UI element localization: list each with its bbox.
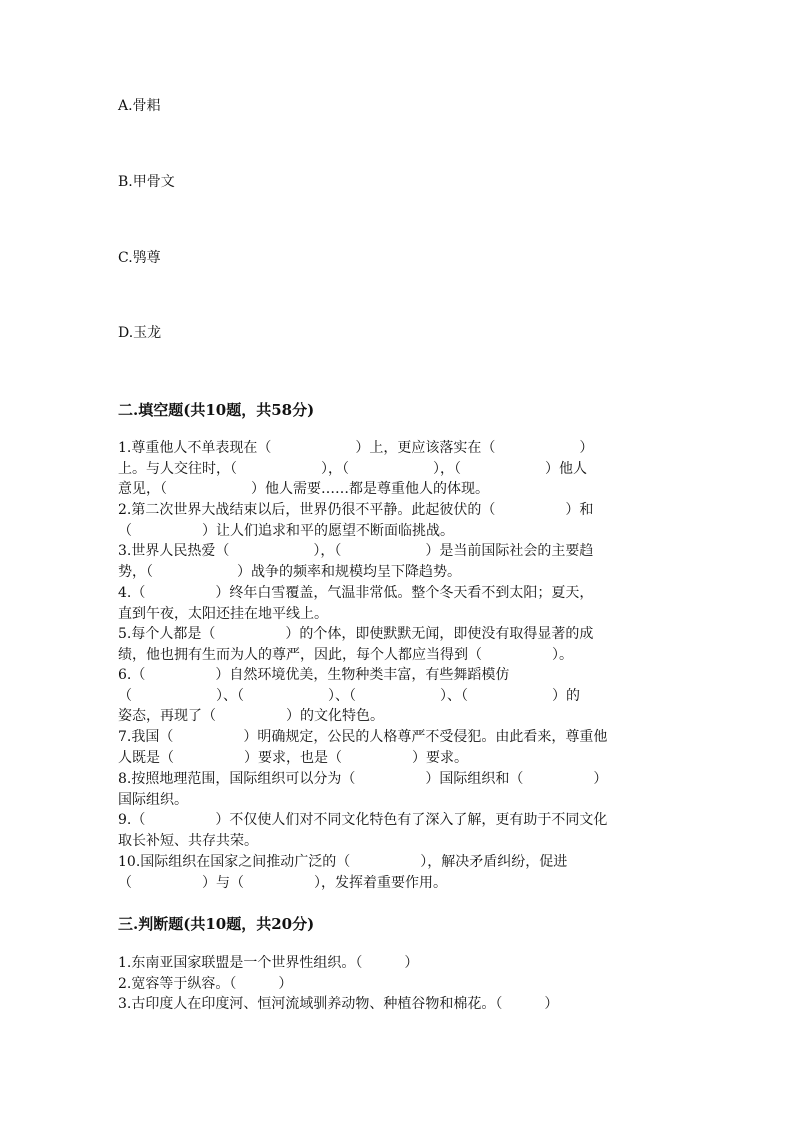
question-line: （ ）、（ ）、（ ）、（ ）的 [118, 687, 580, 704]
question-line: 1.尊重他人不单表现在（ ）上，更应该落实在（ ） [118, 440, 594, 456]
fill-question-7 [118, 727, 607, 768]
question-line: 姿态，再现了（ ）的文化特色。 [118, 708, 384, 725]
question-line: 人既是（ ）要求，也是（ ）要求。 [118, 749, 468, 766]
fill-question-1 [118, 438, 593, 500]
question-line: 4.（ ）终年白雪覆盖，气温非常低。整个冬天看不到太阳；夏天， [118, 585, 594, 601]
question-line: 势，（ ）战争的频率和规模均呈下降趋势。 [118, 563, 461, 580]
fill-question-4 [118, 583, 593, 624]
option-a: A.骨耜 [118, 98, 161, 114]
fill-question-10 [118, 852, 567, 893]
fill-question-5 [118, 624, 593, 665]
section-fill-in-title: 二.填空题(共10题，共58分) [118, 401, 315, 419]
fill-question-3 [118, 541, 593, 582]
question-line: 3.古印度人在印度河、恒河流域驯养动物、种植谷物和棉花。（ ） [118, 996, 559, 1012]
question-line: 2.第二次世界大战结束以后，世界仍很不平静。此起彼伏的（ ）和 [118, 502, 594, 518]
question-line: （ ）与（ ），发挥着重要作用。 [118, 874, 447, 891]
fill-question-6 [118, 665, 580, 727]
question-line: 9.（ ）不仅使人们对不同文化特色有了深入了解，更有助于不同文化 [118, 812, 608, 828]
question-line: 意见，（ ）他人需要……都是尊重他人的体现。 [118, 481, 489, 498]
judge-question-1 [118, 953, 418, 974]
question-line: 直到午夜，太阳还挂在地平线上。 [118, 605, 328, 622]
question-line: 7.我国（ ）明确规定，公民的人格尊严不受侵犯。由此看来，尊重他 [118, 729, 608, 745]
question-line: 3.世界人民热爱（ ），（ ）是当前国际社会的主要趋 [118, 543, 594, 559]
question-line: （ ）让人们追求和平的愿望不断面临挑战。 [118, 522, 454, 539]
question-line: 5.每个人都是（ ）的个体，即使默默无闻，即使没有取得显著的成 [118, 626, 594, 642]
option-d: D.玉龙 [118, 325, 162, 341]
question-line: 6.（ ）自然环境优美，生物种类丰富，有些舞蹈模仿 [118, 667, 510, 683]
question-line: 10.国际组织在国家之间推动广泛的（ ），解决矛盾纠纷，促进 [118, 854, 568, 870]
question-line: 上。与人交往时，（ ），（ ），（ ）他人 [118, 460, 587, 477]
judge-question-2 [118, 974, 292, 995]
option-b: B.甲骨文 [118, 174, 175, 190]
question-line: 国际组织。 [118, 791, 188, 808]
fill-question-2 [118, 500, 593, 541]
section-true-false-title: 三.判断题(共10题，共20分) [118, 915, 315, 933]
fill-question-8 [118, 769, 607, 810]
question-line: 绩，他也拥有生而为人的尊严，因此，每个人都应当得到（ ）。 [118, 646, 573, 663]
question-line: 8.按照地理范围，国际组织可以分为（ ）国际组织和（ ） [118, 771, 608, 787]
question-line: 取长补短、共存共荣。 [118, 832, 258, 849]
judge-question-3 [118, 994, 558, 1015]
fill-question-9 [118, 810, 607, 851]
question-line: 1.东南亚国家联盟是一个世界性组织。（ ） [118, 955, 419, 971]
option-c: C.鸮尊 [118, 250, 161, 266]
question-line: 2.宽容等于纵容。（ ） [118, 976, 293, 992]
